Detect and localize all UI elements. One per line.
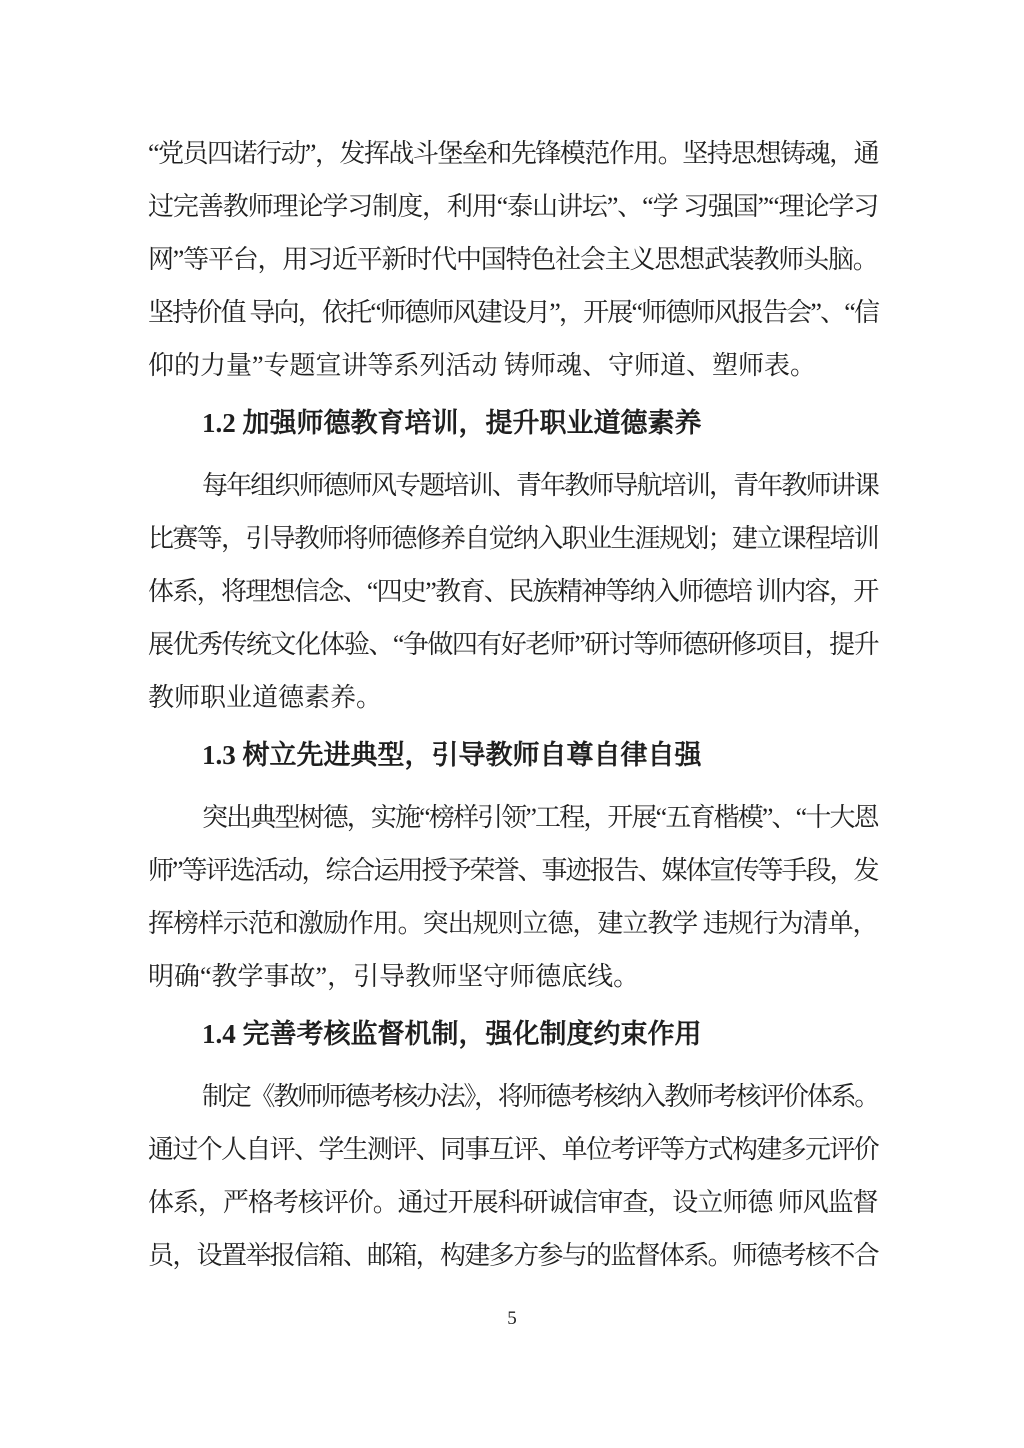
text-line [148,791,878,844]
section-heading-1-2: 1.2 加强师德教育培训，提升职业道德素养 [202,408,702,438]
section-heading-1-4: 1.4 完善考核监督机制，强化制度约束作用 [202,1019,702,1049]
paragraph [148,459,878,724]
text-line [148,127,878,180]
page-footer [0,1308,1024,1330]
text-line [148,339,878,392]
text-line-content: 员，设置举报信箱、邮箱，构建多方参与的监督体系。师德考核不合 [148,1241,879,1270]
text-line [148,233,878,286]
text-line [148,512,878,565]
text-line [148,618,878,671]
section-heading-1-3: 1.3 树立先进典型，引导教师自尊自律自强 [202,740,702,770]
text-line [148,286,878,339]
text-line-content: 比赛等，引导教师将师德修养自觉纳入职业生涯规划；建立课程培训 [148,524,879,553]
text-line [148,671,878,724]
text-line [148,1229,878,1282]
text-line [148,565,878,618]
text-line [148,1176,878,1229]
text-line-content: 突出典型树德，实施“榜样引领”工程，开展“五育楷模”、“十大恩 [202,803,878,832]
text-line-content: 体系，严格考核评价。通过开展科研诚信审查，设立师德 师风监督 [148,1188,878,1217]
text-line [148,1070,878,1123]
text-line [148,844,878,897]
text-line-content: 展优秀传统文化体验、“争做四有好老师”研讨等师德研修项目，提升 [148,630,879,659]
text-line-content: 制定《教师师德考核办法》，将师德考核纳入教师考核评价体系。 [202,1082,879,1111]
text-line-content: 网”等平台，用习近平新时代中国特色社会主义思想武装教师头脑。 [148,245,878,274]
text-line-content: 体系，将理想信念、“四史”教育、民族精神等纳入师德培 训内容，开 [148,577,878,606]
text-line-content: 挥榜样示范和激励作用。突出规则立德，建立教学 违规行为清单， [148,909,878,938]
document-body [148,127,878,1282]
paragraph [148,1070,878,1282]
text-line-content: 坚持价值 导向，依托“师德师风建设月”，开展“师德师风报告会”、“信 [148,298,879,327]
text-line [148,950,878,1003]
text-line [148,1123,878,1176]
paragraph [148,791,878,1003]
text-line [148,897,878,950]
text-line [148,459,878,512]
text-line-content: 师”等评选活动，综合运用授予荣誉、事迹报告、媒体宣传等手段，发 [148,856,878,885]
text-line-content: 通过个人自评、学生测评、同事互评、单位考评等方式构建多元评价 [148,1135,879,1164]
text-line [148,180,878,233]
text-line-content: 教师职业道德素养。 [148,683,383,712]
text-line-content: 过完善教师理论学习制度，利用“泰山讲坛”、“学 习强国”“理论学习 [148,192,879,221]
paragraph [148,127,878,392]
text-line-content: “党员四诺行动”，发挥战斗堡垒和先锋模范作用。坚持思想铸魂，通 [148,139,879,168]
page-number: 5 [507,1308,517,1329]
text-line-content: 明确“教学事故”，引导教师坚守师德底线。 [148,962,640,991]
text-line-content: 每年组织师德师风专题培训、青年教师导航培训，青年教师讲课 [202,471,879,500]
text-line-content: 仰的力量”专题宣讲等系列活动 铸师魂、守师道、塑师表。 [148,351,817,380]
